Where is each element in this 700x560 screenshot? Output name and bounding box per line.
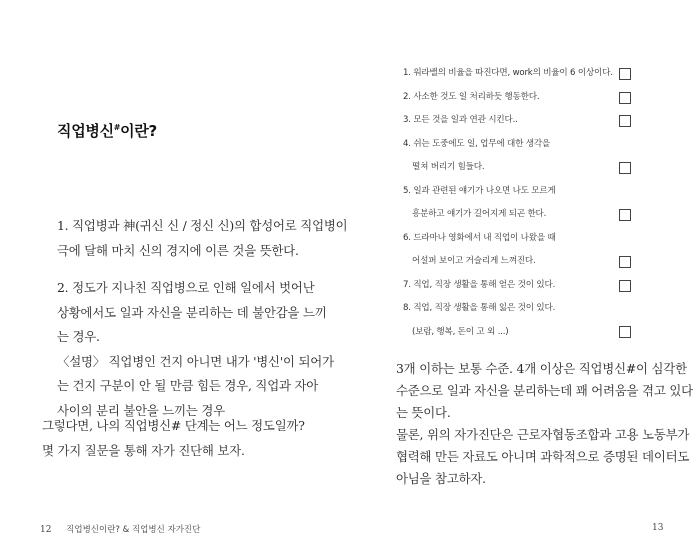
text-line: 는 뜻이다. <box>396 405 451 420</box>
text-line: 상황에서도 일과 자신을 분리하는 데 불안감을 느끼 <box>57 304 327 320</box>
self-diagnosis-intro <box>42 414 305 463</box>
item-text: 2. 사소한 것도 일 처리하듯 행동한다. <box>403 91 540 102</box>
item-text-continued: 떨쳐 버리기 힘들다. <box>412 162 485 172</box>
self-diagnosis-checklist <box>403 66 635 348</box>
page-number: 12 <box>40 525 52 535</box>
checklist-item <box>403 184 635 231</box>
checkbox[interactable] <box>619 115 631 127</box>
item-text: 6. 드라마나 영화에서 내 직업이 나왔을 때 <box>403 232 556 243</box>
definition-paragraph-1 <box>57 214 347 263</box>
page-number: 13 <box>652 523 664 533</box>
item-text: 3. 모든 것을 일과 연관 시킨다.. <box>403 115 518 125</box>
text-line: 2. 정도가 지나친 직업병으로 인해 일에서 벗어난 <box>57 280 315 295</box>
section-title <box>57 120 157 141</box>
text-line: 아님을 참고하자. <box>396 471 486 486</box>
item-text: 7. 직업, 직장 생활을 통해 얻은 것이 있다. <box>403 279 556 290</box>
checkbox[interactable] <box>619 280 631 292</box>
item-text-continued: (보람, 행복, 돈이 고 외 ...) <box>412 326 509 337</box>
checklist-item <box>403 113 635 137</box>
title-sup: # <box>113 123 121 132</box>
item-text: 5. 일과 관련된 얘기가 나오면 나도 모르게 <box>403 185 556 196</box>
checklist-item <box>403 231 635 278</box>
checklist-item <box>403 278 635 302</box>
item-text: 4. 쉬는 도중에도 일, 업무에 대한 생각을 <box>403 138 551 149</box>
item-text: 8. 직업, 직장 생활을 통해 잃은 것이 있다. <box>403 303 556 313</box>
item-text-continued: 흥분하고 얘기가 길어지게 되곤 한다. <box>412 209 547 219</box>
text-line: 몇 가지 질문을 통해 자가 진단해 보자. <box>42 442 245 458</box>
right-footer <box>652 523 663 533</box>
title-suffix: 이란? <box>120 122 157 140</box>
text-line: 그렇다면, 나의 직업병신# 단계는 어느 정도일까? <box>42 418 305 433</box>
checklist-item <box>403 301 635 348</box>
text-line: 는 경우. <box>57 329 100 344</box>
checkbox[interactable] <box>619 92 631 104</box>
checklist-item <box>403 66 635 90</box>
result-paragraph <box>396 358 693 490</box>
checkbox[interactable] <box>619 256 631 268</box>
checklist-item <box>403 90 635 114</box>
checkbox[interactable] <box>619 326 631 338</box>
left-footer <box>40 523 200 535</box>
text-line: 3개 이하는 보통 수준. 4개 이상은 직업병신#이 심각한 <box>396 361 687 376</box>
item-text-continued: 어설퍼 보이고 거슬리게 느껴진다. <box>412 256 536 266</box>
text-line: 극에 달해 마치 신의 경지에 이른 것을 뜻한다. <box>57 242 299 258</box>
text-line: 〈설명〉 직업병인 건지 아니면 내가 '병신'이 되어가 <box>57 353 334 369</box>
running-title: 직업병신이란? & 직업병신 자가진단 <box>66 525 201 535</box>
text-line: 사이의 분리 불안을 느끼는 경우 <box>57 402 225 418</box>
checklist-item <box>403 137 635 184</box>
text-line: 는 건지 구분이 안 될 만큼 힘든 경우, 직업과 자아 <box>57 378 319 393</box>
checkbox[interactable] <box>619 68 631 80</box>
definition-paragraph-2 <box>57 276 334 423</box>
text-line: 1. 직업병과 神(귀신 신 / 정신 신)의 합성어로 직업병이 <box>57 218 348 233</box>
text-line: 물론, 위의 자가진단은 근로자협동조합과 고용 노동부가 <box>396 427 690 442</box>
checkbox[interactable] <box>619 209 631 221</box>
text-line: 협력해 만든 자료도 아니며 과학적으로 증명된 데이터도 <box>396 449 690 464</box>
text-line: 수준으로 일과 자신을 분리하는데 꽤 어려움을 겪고 있다 <box>396 383 693 398</box>
checkbox[interactable] <box>619 162 631 174</box>
title-main: 직업병신 <box>57 122 114 140</box>
item-text: 1. 워라밸의 비율을 따진다면, work의 비율이 6 이상이다. <box>403 68 613 78</box>
